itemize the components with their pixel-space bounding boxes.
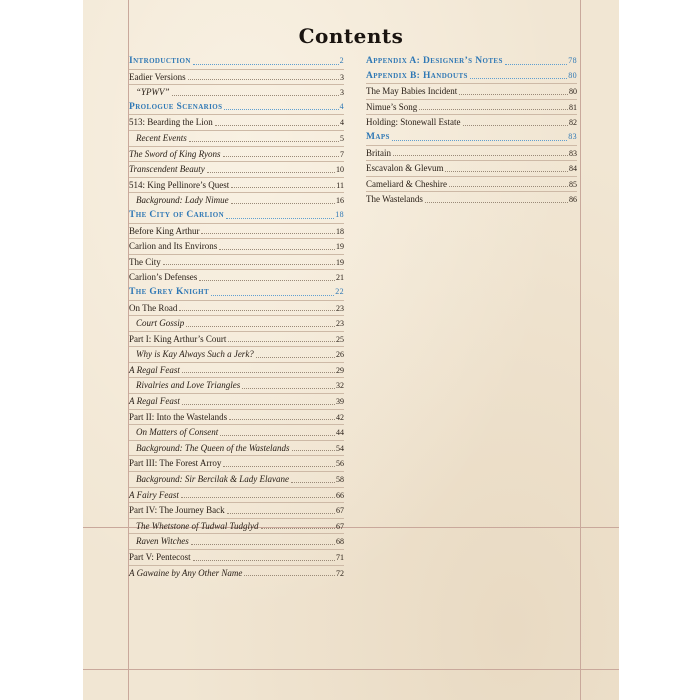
- toc-dot-leader: [211, 295, 334, 296]
- toc-entry-title: “YPWV”: [136, 87, 170, 98]
- toc-dot-leader: [188, 79, 339, 80]
- toc-row-separator: [129, 146, 344, 147]
- toc-dot-leader: [242, 388, 335, 389]
- toc-dot-leader: [463, 125, 569, 126]
- toc-row-separator: [129, 300, 344, 301]
- toc-row-separator: [129, 315, 344, 316]
- toc-page-number: 3: [340, 72, 344, 82]
- toc-page-number: 83: [568, 131, 577, 141]
- toc-entry-title: The Sword of King Ryons: [129, 148, 221, 159]
- toc-entry-title: Carlion’s Defenses: [129, 272, 198, 283]
- page-title: Contents: [298, 24, 404, 48]
- toc-dot-leader: [182, 372, 335, 373]
- toc-page-number: 10: [336, 165, 344, 175]
- toc-entry: [366, 116, 577, 129]
- toc-row-separator: [129, 346, 344, 347]
- toc-entry-title: Raven Witches: [136, 536, 189, 547]
- toc-page-number: 68: [336, 537, 344, 547]
- toc-entry: [129, 348, 344, 361]
- toc-row-separator: [129, 565, 344, 566]
- toc-entry: [366, 193, 577, 206]
- toc-row-separator: [129, 254, 344, 255]
- toc-entry-title: 514: King Pellinore’s Quest: [129, 179, 230, 190]
- toc-entry: [366, 162, 577, 175]
- toc-row-separator: [129, 362, 344, 363]
- toc-page-number: 67: [336, 521, 344, 531]
- contents-page: [83, 0, 619, 700]
- toc-entry-title: Carlion and Its Environs: [129, 241, 218, 252]
- toc-row-separator: [366, 145, 577, 146]
- toc-entry-title: Cameliard & Cheshire: [366, 178, 447, 189]
- toc-section-heading: [129, 55, 344, 68]
- toc-entry-title: A Fairy Feast: [129, 489, 179, 500]
- toc-entry: [129, 179, 344, 192]
- toc-row-separator: [129, 161, 344, 162]
- toc-entry-title: Holding: Stonewall Estate: [366, 117, 461, 128]
- toc-row-separator: [129, 455, 344, 456]
- toc-entry: [129, 567, 344, 580]
- toc-entry-title: Part V: Pentecost: [129, 552, 191, 562]
- toc-entry: [129, 225, 344, 238]
- toc-dot-leader: [223, 156, 339, 157]
- toc-entry: [129, 256, 344, 269]
- toc-page-number: 19: [336, 242, 344, 252]
- toc-page-number: 2: [339, 56, 344, 65]
- toc-row-separator: [129, 331, 344, 332]
- toc-entry-title: Transcendent Beauty: [129, 164, 205, 175]
- page-rule-bottom: [83, 669, 619, 670]
- toc-page-number: 4: [339, 101, 344, 111]
- toc-entry-title: Court Gossip: [136, 318, 185, 329]
- toc-entry: [129, 551, 344, 564]
- toc-section-heading: [129, 209, 344, 222]
- toc-dot-leader: [226, 218, 334, 219]
- toc-entry: [129, 302, 344, 315]
- toc-dot-leader: [199, 280, 335, 281]
- toc-entry: [366, 101, 577, 114]
- toc-page-number: 21: [336, 273, 344, 283]
- toc-row-separator: [129, 533, 344, 534]
- toc-dot-leader: [261, 528, 335, 529]
- toc-entry: [366, 147, 577, 160]
- toc-entry-title: On Matters of Consent: [136, 427, 219, 438]
- toc-row-separator: [129, 192, 344, 193]
- toc-dot-leader: [505, 64, 567, 65]
- toc-row-separator: [129, 549, 344, 550]
- toc-entry: [129, 379, 344, 392]
- toc-page-number: 22: [335, 286, 344, 296]
- toc-row-separator: [129, 130, 344, 131]
- toc-dot-leader: [459, 94, 568, 95]
- toc-entry-title: Before King Arthur: [129, 225, 200, 236]
- toc-page-number: 18: [336, 226, 344, 236]
- toc-row-separator: [129, 471, 344, 472]
- toc-entry-title: 513: Bearding the Lion: [129, 117, 213, 128]
- toc-right-column: [366, 53, 577, 206]
- toc-dot-leader: [163, 264, 335, 265]
- toc-row-separator: [129, 177, 344, 178]
- toc-entry: [129, 194, 344, 207]
- toc-row-separator: [129, 502, 344, 503]
- toc-section-heading: [366, 55, 577, 68]
- toc-entry-title: Part I: King Arthur’s Court: [129, 333, 227, 344]
- toc-row-separator: [129, 424, 344, 425]
- toc-section-heading: [129, 286, 344, 299]
- toc-entry-title: Part II: Into the Wastelands: [129, 411, 228, 422]
- toc-entry: [129, 333, 344, 346]
- toc-row-separator: [129, 487, 344, 488]
- toc-entry-title: Appendix B: Handouts: [366, 70, 468, 81]
- toc-entry: [129, 71, 344, 84]
- toc-entry: [129, 442, 344, 455]
- toc-entry-title: A Gawaine by Any Other Name: [129, 567, 243, 578]
- toc-entry-title: The Grey Knight: [129, 286, 210, 297]
- toc-row-separator: [129, 84, 344, 85]
- toc-entry-title: Background: The Queen of the Wastelands: [136, 442, 290, 453]
- toc-entry-title: Nimue’s Song: [366, 101, 418, 112]
- toc-row-separator: [129, 518, 344, 519]
- toc-dot-leader: [193, 560, 335, 561]
- toc-dot-leader: [181, 497, 335, 498]
- toc-page-number: 23: [336, 303, 344, 313]
- toc-dot-leader: [172, 95, 339, 96]
- toc-entry: [129, 411, 344, 424]
- toc-row-separator: [129, 393, 344, 394]
- toc-dot-leader: [445, 171, 568, 172]
- toc-entry: [129, 457, 344, 470]
- toc-dot-leader: [449, 186, 568, 187]
- toc-dot-leader: [231, 187, 335, 188]
- toc-entry: [129, 317, 344, 330]
- toc-dot-leader: [227, 513, 335, 514]
- toc-page-number: 7: [340, 149, 344, 159]
- toc-entry: [129, 116, 344, 129]
- toc-entry-title: Rivalries and Love Triangles: [136, 380, 241, 391]
- toc-page-number: 85: [569, 179, 577, 189]
- toc-row-separator: [366, 114, 577, 115]
- toc-section-heading: [366, 131, 577, 144]
- toc-entry-title: The City: [129, 256, 161, 267]
- toc-row-separator: [366, 176, 577, 177]
- toc-page-number: 4: [340, 118, 344, 128]
- toc-dot-leader: [182, 404, 335, 405]
- toc-dot-leader: [392, 140, 567, 141]
- toc-page-number: 67: [336, 506, 344, 516]
- toc-page-number: 23: [336, 319, 344, 329]
- toc-entry-title: Part IV: The Journey Back: [129, 505, 225, 516]
- toc-dot-leader: [231, 203, 335, 204]
- toc-row-separator: [129, 269, 344, 270]
- toc-entry: [129, 473, 344, 486]
- toc-dot-leader: [425, 202, 568, 203]
- toc-dot-leader: [244, 575, 335, 576]
- toc-entry: [129, 132, 344, 145]
- toc-page-number: 11: [336, 180, 344, 190]
- toc-entry: [129, 86, 344, 99]
- toc-page-number: 26: [336, 350, 344, 360]
- toc-dot-leader: [292, 450, 335, 451]
- toc-entry-title: Introduction: [129, 56, 191, 66]
- toc-page-number: 58: [336, 475, 344, 485]
- toc-row-separator: [129, 377, 344, 378]
- toc-dot-leader: [186, 326, 335, 327]
- toc-page-number: 82: [569, 118, 577, 128]
- toc-dot-leader: [215, 125, 339, 126]
- toc-row-separator: [129, 114, 344, 115]
- toc-dot-leader: [189, 141, 339, 142]
- toc-dot-leader: [223, 466, 335, 467]
- toc-page-number: 86: [569, 195, 577, 205]
- toc-entry-title: Escavalon & Glevum: [366, 163, 444, 174]
- toc-entry-title: The City of Carlion: [129, 209, 225, 220]
- toc-page-number: 3: [340, 88, 344, 98]
- toc-dot-leader: [419, 109, 568, 110]
- toc-row-separator: [129, 223, 344, 224]
- toc-entry-title: Appendix A: Designer’s Notes: [366, 56, 503, 66]
- toc-dot-leader: [393, 155, 568, 156]
- toc-page-number: 44: [336, 428, 344, 438]
- toc-page-number: 16: [336, 196, 344, 206]
- toc-entry: [366, 85, 577, 98]
- toc-row-separator: [129, 409, 344, 410]
- toc-entry-title: The Whetstone of Tudwal Tudglyd: [136, 520, 259, 531]
- toc-entry-title: Eadier Versions: [129, 71, 186, 82]
- toc-dot-leader: [179, 310, 335, 311]
- toc-page-number: 18: [335, 209, 344, 219]
- toc-entry: [129, 489, 344, 502]
- toc-page-number: 71: [336, 553, 344, 562]
- toc-row-separator: [366, 83, 577, 84]
- toc-page-number: 56: [336, 459, 344, 469]
- toc-entry: [129, 240, 344, 253]
- toc-page-number: 32: [336, 381, 344, 391]
- toc-entry-title: Background: Sir Bercilak & Lady Elavane: [136, 474, 290, 485]
- toc-row-separator: [366, 191, 577, 192]
- toc-dot-leader: [291, 482, 335, 483]
- toc-page-number: 19: [336, 257, 344, 267]
- toc-dot-leader: [220, 435, 335, 436]
- page-rule-right: [580, 0, 581, 700]
- toc-page-number: 54: [336, 443, 344, 453]
- toc-page-number: 29: [336, 365, 344, 375]
- toc-page-number: 39: [336, 397, 344, 407]
- toc-page-number: 72: [336, 568, 344, 578]
- toc-page-number: 5: [340, 133, 344, 143]
- toc-entry-title: Recent Events: [136, 132, 187, 143]
- toc-entry-title: Prologue Scenarios: [129, 101, 223, 112]
- toc-page-number: 42: [336, 412, 344, 422]
- toc-entry: [129, 426, 344, 439]
- toc-entry: [129, 520, 344, 533]
- toc-page-number: 81: [569, 102, 577, 112]
- toc-dot-leader: [207, 172, 335, 173]
- toc-entry: [129, 395, 344, 408]
- toc-entry-title: Part III: The Forest Arroy: [129, 458, 222, 469]
- toc-page-number: 66: [336, 490, 344, 500]
- toc-dot-leader: [228, 341, 335, 342]
- toc-entry: [129, 535, 344, 548]
- toc-row-separator: [366, 99, 577, 100]
- toc-page-number: 80: [569, 87, 577, 97]
- toc-entry-title: Maps: [366, 131, 390, 142]
- toc-entry-title: A Regal Feast: [129, 396, 180, 407]
- toc-entry: [129, 271, 344, 284]
- toc-page-number: 78: [568, 56, 577, 65]
- toc-dot-leader: [256, 357, 335, 358]
- toc-entry-title: Britain: [366, 147, 391, 158]
- toc-dot-leader: [229, 419, 335, 420]
- toc-page-number: 84: [569, 164, 577, 174]
- toc-entry: [129, 163, 344, 176]
- toc-section-heading: [366, 70, 577, 83]
- toc-dot-leader: [201, 233, 335, 234]
- toc-page-number: 25: [336, 334, 344, 344]
- toc-row-separator: [129, 69, 344, 70]
- toc-entry-title: The Wastelands: [366, 194, 423, 205]
- toc-page-number: 83: [569, 148, 577, 158]
- toc-page-number: 80: [568, 70, 577, 80]
- toc-entry: [129, 504, 344, 517]
- toc-entry-title: On The Road: [129, 302, 178, 313]
- toc-row-separator: [366, 160, 577, 161]
- toc-dot-leader: [219, 249, 335, 250]
- toc-entry-title: Why is Kay Always Such a Jerk?: [136, 349, 254, 360]
- toc-row-separator: [129, 440, 344, 441]
- toc-section-heading: [129, 101, 344, 114]
- toc-entry-title: Background: Lady Nimue: [136, 195, 229, 206]
- toc-entry-title: A Regal Feast: [129, 364, 180, 375]
- toc-row-separator: [129, 238, 344, 239]
- toc-dot-leader: [191, 544, 335, 545]
- toc-entry: [366, 178, 577, 191]
- toc-entry: [129, 148, 344, 161]
- toc-entry: [129, 364, 344, 377]
- toc-entry-title: The May Babies Incident: [366, 86, 458, 97]
- toc-left-column: [129, 53, 344, 579]
- toc-dot-leader: [193, 64, 339, 65]
- toc-dot-leader: [470, 78, 567, 79]
- toc-dot-leader: [224, 109, 338, 110]
